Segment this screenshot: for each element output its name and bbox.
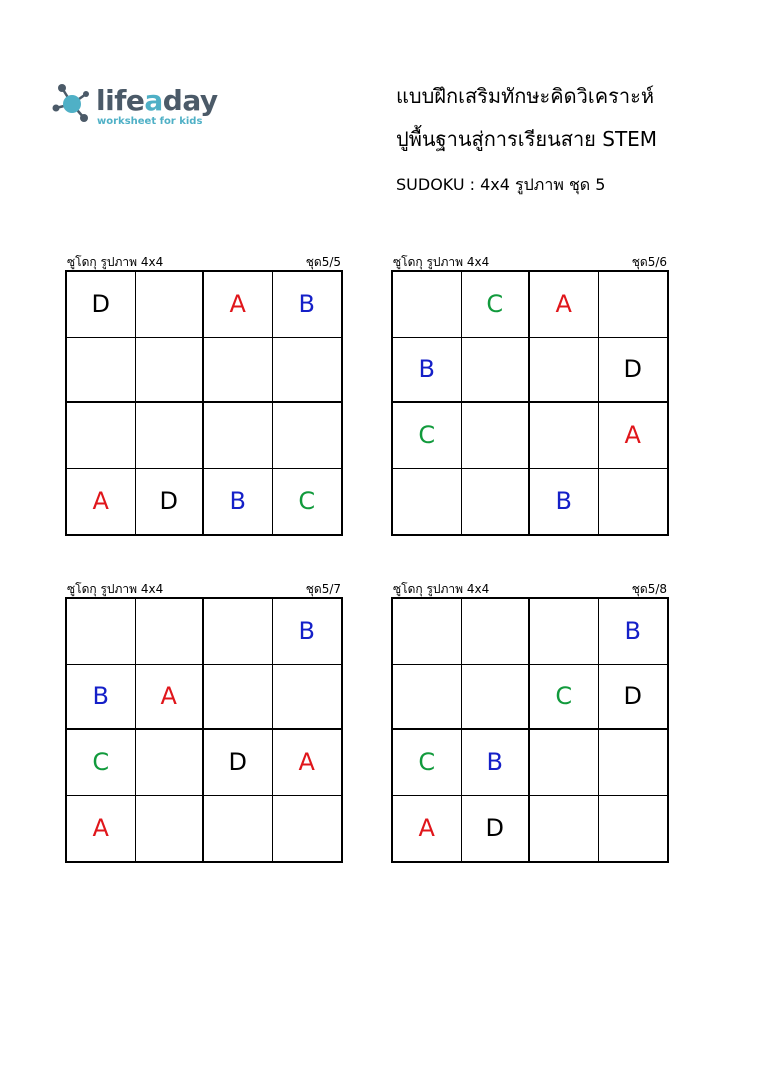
sudoku-cell[interactable] [273, 796, 342, 862]
sudoku-cell[interactable] [67, 599, 136, 665]
sudoku-cell: A [530, 272, 599, 338]
puzzle-label: ซูโดกุ รูปภาพ 4x4 [393, 582, 490, 596]
sudoku-cell: C [393, 730, 462, 796]
sudoku-cell[interactable] [462, 469, 531, 535]
sudoku-cell[interactable] [273, 665, 342, 731]
sudoku-cell: A [67, 469, 136, 535]
sudoku-grid [65, 597, 343, 863]
sudoku-puzzle [391, 254, 669, 516]
sudoku-cell[interactable] [530, 403, 599, 469]
puzzle-label: ซูโดกุ รูปภาพ 4x4 [67, 255, 164, 269]
puzzle-header [65, 581, 343, 597]
sudoku-cell: B [67, 665, 136, 731]
sudoku-puzzle [391, 581, 669, 843]
sudoku-cell[interactable] [462, 665, 531, 731]
logo-molecule-icon [50, 82, 94, 126]
sudoku-cell[interactable] [462, 338, 531, 404]
sudoku-cell[interactable] [393, 272, 462, 338]
sudoku-cell: C [462, 272, 531, 338]
sudoku-grid [391, 597, 669, 863]
sudoku-cell[interactable] [136, 796, 205, 862]
sudoku-cell: B [273, 272, 342, 338]
sudoku-cell[interactable] [462, 403, 531, 469]
puzzle-header [391, 254, 669, 270]
sudoku-cell: A [393, 796, 462, 862]
title-line-3: SUDOKU : 4x4 รูปภาพ ชุด 5 [396, 175, 606, 194]
sudoku-cell[interactable] [67, 338, 136, 404]
sudoku-cell: D [204, 730, 273, 796]
sudoku-cell: A [136, 665, 205, 731]
puzzle-header [391, 581, 669, 597]
sudoku-cell[interactable] [462, 599, 531, 665]
sudoku-cell[interactable] [204, 338, 273, 404]
sudoku-cell[interactable] [530, 599, 599, 665]
sudoku-cell: B [530, 469, 599, 535]
sudoku-cell[interactable] [599, 730, 668, 796]
sudoku-cell[interactable] [599, 469, 668, 535]
sudoku-cell: D [599, 665, 668, 731]
sudoku-cell: D [462, 796, 531, 862]
sudoku-puzzle [65, 254, 343, 516]
puzzle-label: ซูโดกุ รูปภาพ 4x4 [393, 255, 490, 269]
puzzle-code: ชุด5/6 [631, 255, 667, 269]
sudoku-cell[interactable] [393, 469, 462, 535]
sudoku-cell[interactable] [67, 403, 136, 469]
sudoku-cell[interactable] [599, 272, 668, 338]
sudoku-cell[interactable] [530, 338, 599, 404]
logo-wordmark: lifeaday [96, 84, 218, 117]
sudoku-cell[interactable] [530, 730, 599, 796]
sudoku-grid [391, 270, 669, 536]
sudoku-cell: C [393, 403, 462, 469]
lifeaday-logo [50, 82, 230, 132]
sudoku-puzzle [65, 581, 343, 843]
puzzle-header [65, 254, 343, 270]
puzzle-code: ชุด5/8 [631, 582, 667, 596]
sudoku-cell: C [530, 665, 599, 731]
sudoku-cell: B [393, 338, 462, 404]
sudoku-cell: B [462, 730, 531, 796]
sudoku-cell[interactable] [393, 599, 462, 665]
sudoku-cell: C [298, 487, 316, 516]
sudoku-cell: A [599, 403, 668, 469]
sudoku-cell[interactable] [136, 730, 205, 796]
sudoku-cell[interactable] [599, 796, 668, 862]
sudoku-cell: C [67, 730, 136, 796]
sudoku-cell[interactable] [204, 599, 273, 665]
sudoku-cell: D [67, 272, 136, 338]
sudoku-cell[interactable] [530, 796, 599, 862]
sudoku-cell[interactable] [136, 599, 205, 665]
sudoku-cell[interactable] [273, 338, 342, 404]
sudoku-cell: B [273, 599, 342, 665]
sudoku-cell[interactable] [204, 796, 273, 862]
sudoku-grid [65, 270, 343, 536]
sudoku-cell: D [599, 338, 668, 404]
sudoku-cell[interactable] [136, 338, 205, 404]
puzzle-label: ซูโดกุ รูปภาพ 4x4 [67, 582, 164, 596]
puzzle-code: ชุด5/7 [305, 582, 341, 596]
sudoku-cell: B [599, 599, 668, 665]
logo-tagline: worksheet for kids [97, 116, 203, 127]
title-line-1: แบบฝึกเสริมทักษะคิดวิเคราะห์ [396, 84, 655, 108]
sudoku-cell: D [136, 469, 205, 535]
sudoku-cell[interactable] [204, 665, 273, 731]
sudoku-cell[interactable] [136, 272, 205, 338]
puzzle-code: ชุด5/5 [305, 255, 341, 269]
sudoku-cell[interactable] [273, 403, 342, 469]
sudoku-cell[interactable] [393, 665, 462, 731]
title-line-2: ปูพื้นฐานสู่การเรียนสาย STEM [396, 127, 658, 151]
sudoku-cell: A [273, 730, 342, 796]
sudoku-cell[interactable] [204, 403, 273, 469]
sudoku-cell[interactable] [136, 403, 205, 469]
sudoku-cell: A [204, 272, 273, 338]
sudoku-cell: A [67, 796, 136, 862]
sudoku-cell: B [204, 469, 273, 535]
